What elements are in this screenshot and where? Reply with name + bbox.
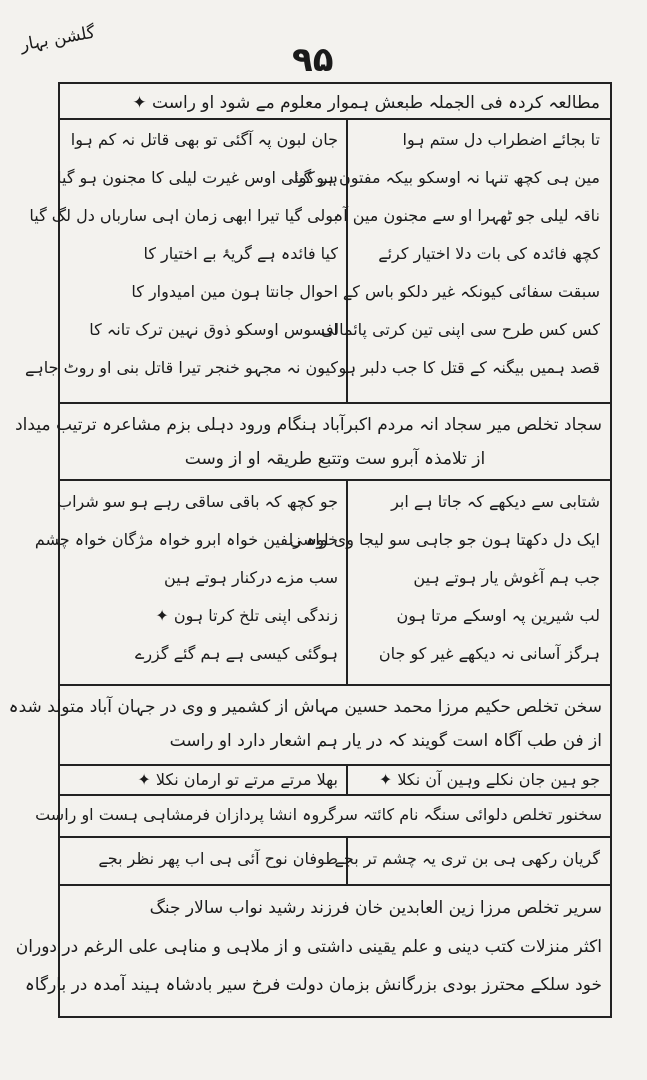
- verse-line: خواہ زلفین خواہ ابرو خواہ مژگان خواہ چشم: [34, 530, 338, 549]
- poet-intro-line: سریر تخلص مرزا زین العابدین خان فرزند رشید نواب سالار جنگ: [149, 898, 602, 918]
- rule: [60, 884, 610, 886]
- intro-line: مطالعہ کردہ فی الجملہ طبعش ہموار معلوم مے شود او راست ✦: [132, 93, 600, 113]
- poet-intro-line: اکثر منزلات کتب دینی و علم یقینی داشتی و از ملاہی و مناہی علی الرغم در دوران: [15, 937, 602, 957]
- verse-line: احوال جانتا ہون مین امیدوار کا: [131, 282, 338, 301]
- verse-line: قصد ہمیں بیگنہ کے قتل کا جب دلبر ہو: [338, 358, 600, 377]
- verse-line: کس کس طرح سی اپنی تین کرتی پائمالی: [320, 320, 600, 339]
- column-divider: [346, 764, 348, 794]
- rule: [60, 402, 610, 404]
- poet-intro-line: سجاد تخلص میر سجاد انہ مردم اکبرآباد ہنگام ورود دہلی بزم مشاعرہ ترتیب میداد: [15, 415, 602, 435]
- running-title: گلشن بہار: [18, 22, 97, 56]
- poet-intro-line: از فن طب آگاہ است گویند کہ در یار ہم اشعار دارد او راست: [169, 731, 602, 751]
- verse-line: زندگی اپنی تلخ کرتا ہون ✦: [155, 606, 338, 625]
- verse-line: افسوس اوسکو ذوق نہین ترک تانہ کا: [89, 320, 338, 339]
- verse-line: ہرگز آسانی نہ دیکھے غیر کو جان: [378, 644, 600, 663]
- text-frame: [8, 82, 612, 1018]
- verse-line: شتابی سے دیکھے کہ جاتا ہے ابر: [391, 492, 600, 511]
- page-number: ۹۵: [292, 40, 334, 80]
- verse-line: کیون نہ مجہو خنجر تیرا قاتل بنی او روٹ جاہے: [25, 358, 338, 377]
- verse-line: گریان رکھی ہی بن تری یہ چشم تر بجے: [334, 849, 600, 868]
- rule: [60, 118, 610, 120]
- poet-intro-line: سخنور تخلص دلوائی سنگہ نام کائتہ سرگروہ انشا پردازان فرمشاہی ہست او راست: [35, 805, 602, 824]
- rule: [60, 836, 610, 838]
- verse-line: ناقہ لیلی جو ٹھہرا او سے مجنون مین آہ: [333, 206, 600, 225]
- verse-line: لب شیرین پہ اوسکے مرتا ہون: [396, 606, 600, 625]
- verse-line: ہر کوئی اوس غیرت لیلی کا مجنون ہو گیا: [57, 168, 338, 187]
- verse-line: بھلا مرتے مرتے تو ارمان نکلا ✦: [137, 770, 338, 789]
- verse-line: جو کچھ کہ باقی ساقی رہے ہو سو شراب: [57, 492, 338, 511]
- rule: [60, 684, 610, 686]
- rule: [60, 479, 610, 481]
- verse-line: تا بجائے اضطراب دل ستم ہوا: [402, 130, 600, 149]
- verse-line: کیا فائدہ ہے گریۂ بے اختیار کا: [143, 244, 338, 263]
- verse-line: طوفان نوح آئی ہی اب پھر نظر بجے: [98, 849, 338, 868]
- verse-line: ہوگئی کیسی ہے ہم گئے گزرے: [134, 644, 338, 663]
- verse-line: سبقت سفائی کیونکہ غیر دلکو باس کے: [342, 282, 600, 301]
- verse-line: جب ہم آغوش یار ہوتے ہین: [413, 568, 600, 587]
- poet-intro-line: خود سلکے محترز بودی بزرگانش بزمان دولت فرخ سیر بادشاہ ہیند آمدہ در بارگاہ: [24, 975, 602, 995]
- verse-line: جان لبون پہ آگئی تو بھی قاتل نہ کم ہوا: [70, 130, 338, 149]
- poet-intro-line: سخن تخلص حکیم مرزا محمد حسین مہاش از کشمیر و وی در جہان آباد متولد شدہ: [8, 697, 602, 717]
- verse-line: ایک دل دکھتا ہون جو جاہی سو لیجا وی اوسی: [289, 530, 600, 549]
- verse-line: مین ہی کچھ تنہا نہ اوسکو بیکہ مفتون ہو گیا: [293, 168, 600, 187]
- verse-line: بولی گیا تیرا ابھی زمان اہی سارباں دل لگ گیا: [29, 206, 338, 225]
- column-divider: [346, 479, 348, 684]
- verse-line: کچھ فائدہ کی بات دلا اختیار کرئے: [378, 244, 600, 263]
- verse-line: سب مزے درکنار ہوتے ہین: [164, 568, 338, 587]
- rule: [60, 794, 610, 796]
- verse-line: جو ہین جان نکلے وہین آن نکلا ✦: [378, 770, 600, 789]
- rule: [60, 764, 610, 766]
- poet-intro-line: از تلامذہ آبرو ست وتتبع طریقہ او از وست: [184, 449, 486, 469]
